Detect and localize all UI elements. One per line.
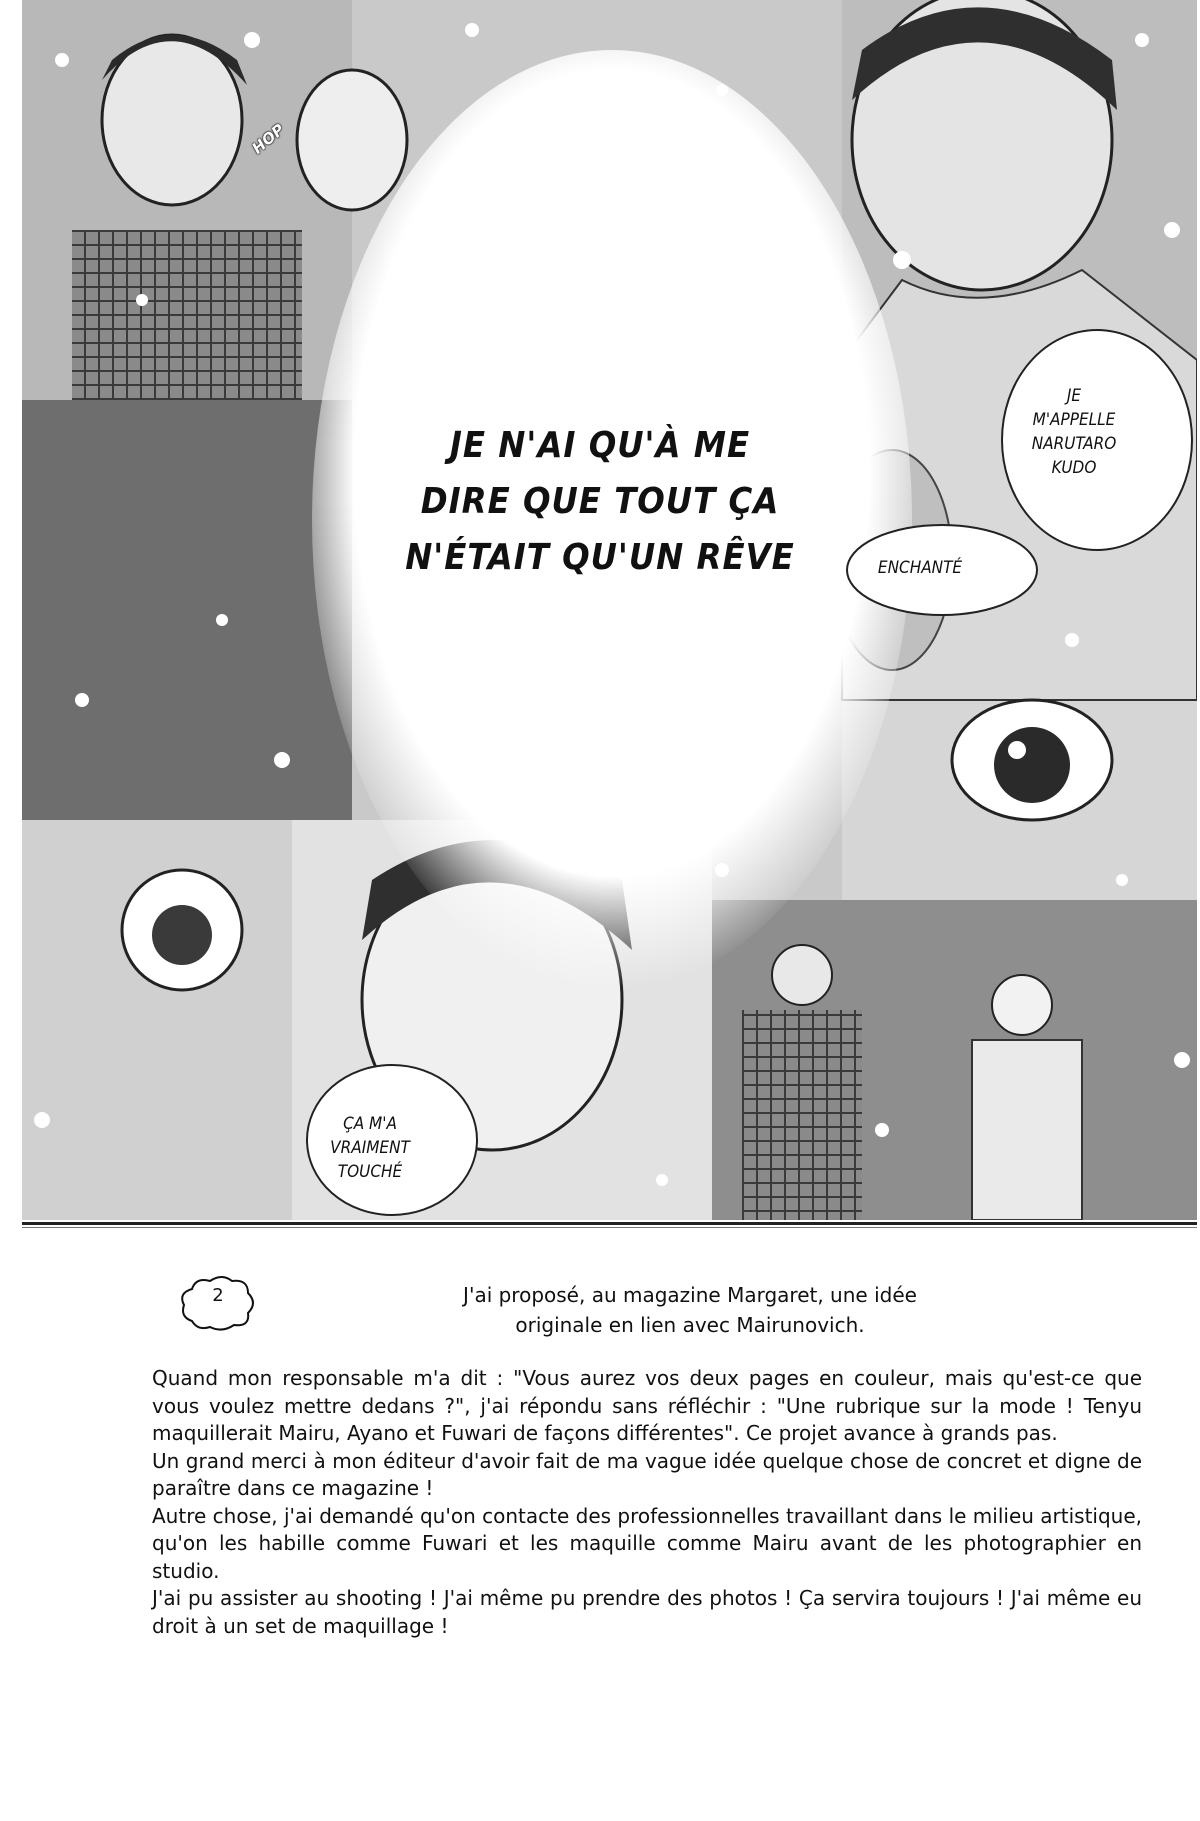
note-number: 2 <box>212 1285 224 1306</box>
speech-bubble-enchante: ENCHANTÉ <box>877 558 963 578</box>
illustration-art <box>22 0 1197 1220</box>
section-divider <box>22 1222 1197 1225</box>
note-body: Quand mon responsable m'a dit : "Vous aurez vos deux pages en couleur, mais qu'est-ce que vous voulez mettre dedans ?", j'ai répondu sans réfléchir : "Une rubrique sur la mode ! Tenyu maquillerait Mairu, Ayano et Fuwari de façons différentes". Ce projet avance à grands pas. Un grand merci à mon éditeur d'avoir fait de ma vague idée quelque chose de concret et digne de paraître dans ce magazine ! Autre chose, j'ai demandé qu'on contacte des professionnelles travaillant dans le milieu artistique, qu'on les habille comme Fuwari et les maquille comme Mairu avant de les photographier en studio. J'ai pu assister au shooting ! J'ai même pu prendre des photos ! Ça servira toujours ! J'ai même eu droit à un set de maquillage ! <box>152 1366 1143 1638</box>
manga-illustration <box>22 0 1197 1220</box>
main-caption: JE N'AI QU'À ME DIRE QUE TOUT ÇA N'ÉTAIT QU'UN RÊVE <box>405 425 795 578</box>
sfx-text: HOP <box>248 120 288 158</box>
note-intro: J'ai proposé, au magazine Margaret, une idée originale en lien avec Mairunovich. <box>463 1283 917 1337</box>
note-number-badge <box>178 1273 258 1333</box>
speech-bubble-touche: ÇA M'A VRAIMENT TOUCHÉ <box>330 1114 410 1182</box>
speech-bubble-intro: JE M'APPELLE NARUTARO KUDO <box>1031 386 1117 478</box>
section-divider-thin <box>22 1227 1197 1228</box>
